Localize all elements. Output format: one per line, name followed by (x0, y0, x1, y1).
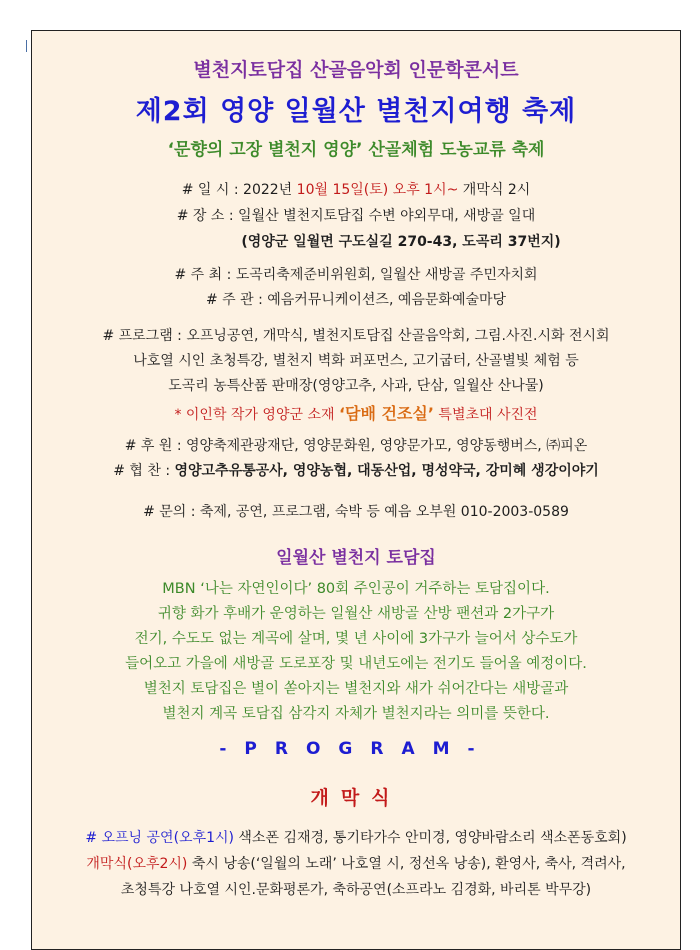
about-line: MBN ‘나는 자연인이다’ 80회 주인공이 거주하는 토담집이다. (162, 581, 550, 597)
special-suffix: 특별초대 사진전 (433, 407, 538, 423)
special-exhibition-line (32, 401, 680, 424)
opening-ceremony-title: 개막식 (310, 787, 402, 809)
date-highlight: 10월 15일(토) 오후 1시~ (296, 182, 459, 198)
program-line-3: 도곡리 농특산품 판매장(영양고추, 사과, 단삼, 일월산 산나물) (168, 378, 544, 394)
program-line-1: # 프로그램 : 오프닝공연, 개막식, 별천지토담집 산골음악회, 그림.사진.시화 전시회 (102, 328, 610, 344)
program-line-2: 나호열 시인 초청특강, 별천지 벽화 퍼포먼스, 고기굽터, 산골별빛 체험 등 (133, 353, 579, 369)
program-banner: -PROGRAM- (219, 739, 493, 759)
opening-performance-text: 색소폰 김재경, 통기타가수 안미경, 영양바람소리 색소폰동호회) (233, 830, 627, 846)
festival-tagline: ‘문향의 고장 별천지 영양’ 산골체험 도농교류 축제 (167, 140, 545, 160)
opening-performance-line (32, 827, 680, 847)
date-suffix: 개막식 2시 (458, 182, 531, 198)
about-line: 전기, 수도도 없는 계곡에 살며, 몇 년 사이에 3가구가 늘어서 상수도가 (134, 631, 578, 647)
about-title: 일월산 별천지 토담집 (276, 548, 436, 568)
about-line: 별천지 계곡 토담집 삼각지 자체가 별천지라는 의미를 뜻한다. (162, 706, 550, 722)
ceremony-line-2: 초청특강 나호열 시인.문화평론가, 축하공연(소프라노 김경화, 바리톤 박무강) (120, 882, 592, 898)
cosponsor-label: # 협 찬 : (113, 463, 175, 479)
event-subtitle: 별천지토담집 산골음악회 인문학콘서트 (193, 59, 519, 81)
cosponsor-names: 영양고추유통공사, 영양농협, 대동산업, 명성약국, 강미혜 생강이야기 (174, 463, 599, 479)
festival-poster (31, 30, 681, 950)
inquiry-line: # 문의 : 축제, 공연, 프로그램, 숙박 등 예음 오부원 010-2003-0589 (143, 504, 569, 520)
about-line: 귀향 화가 후배가 운영하는 일월산 새방골 산방 팬션과 2가구가 (157, 606, 555, 622)
festival-title: 제2회 영양 일월산 별천지여행 축제 (135, 96, 577, 127)
opening-performance-label: # 오프닝 공연(오후1시) (85, 830, 234, 846)
sponsor-line: # 후 원 : 영양축제관광재단, 영양문화원, 영양문가모, 영양동행버스, ㈜피온 (124, 438, 588, 454)
ceremony-label: 개막식(오후2시) (86, 856, 188, 872)
ceremony-text: 축시 낭송(‘일월의 노래’ 나호열 시, 정선옥 낭송), 환영사, 축사, 격려사, (187, 856, 626, 872)
date-prefix: # 일 시 : 2022년 (181, 182, 297, 198)
address-line: (영양군 일월면 구도실길 270-43, 도곡리 37번지) (241, 234, 561, 250)
venue-line: # 장 소 : 일월산 별천지토담집 수변 야외무대, 새방골 일대 (176, 208, 536, 224)
date-line (32, 179, 680, 199)
about-line: 별천지 토담집은 별이 쏟아지는 별천지와 새가 쉬어간다는 새방골과 (143, 681, 569, 697)
ceremony-line (32, 853, 680, 873)
organizer-line: # 주 관 : 예음커뮤니케이션즈, 예음문화예술마당 (205, 292, 507, 308)
special-highlight: ‘담배 건조실’ (338, 404, 434, 423)
host-line: # 주 최 : 도곡리축제준비위원회, 일월산 새방골 주민자치회 (174, 267, 538, 283)
cosponsor-line (32, 460, 680, 480)
special-prefix: * 이인학 작가 영양군 소재 (174, 407, 339, 423)
about-line: 들어오고 가을에 새방골 도로포장 및 내년도에는 전기도 들어올 예정이다. (125, 656, 587, 672)
text-cursor (26, 40, 27, 52)
